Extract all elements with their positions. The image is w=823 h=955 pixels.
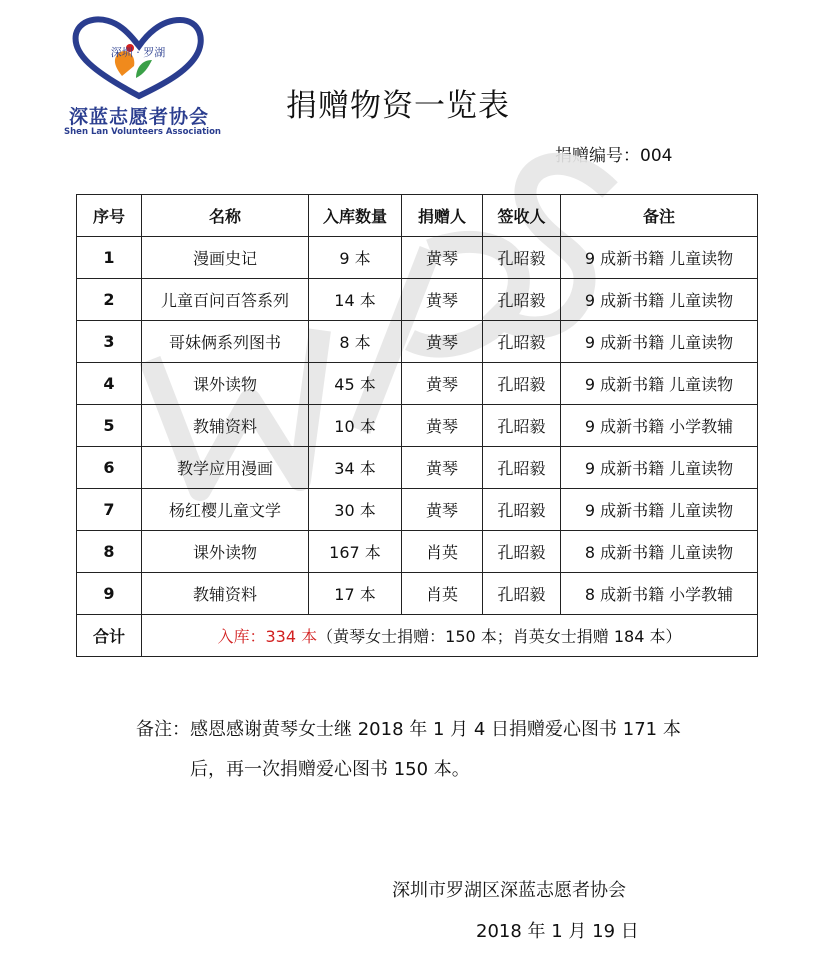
cell-index: 3: [77, 321, 142, 363]
signature-date: 2018 年 1 月 19 日: [476, 921, 639, 942]
association-logo: [64, 14, 221, 137]
table-row: [77, 531, 758, 573]
remark-paragraph: [136, 710, 681, 790]
header-index: 序号: [77, 195, 142, 237]
table-row: [77, 279, 758, 321]
cell-receiver: 孔昭毅: [483, 279, 561, 321]
header-note: 备注: [561, 195, 758, 237]
cell-index: 5: [77, 405, 142, 447]
cell-note: 9 成新书籍 儿童读物: [561, 489, 758, 531]
cell-donor: 黄琴: [402, 447, 483, 489]
remark-line-1: 备注：感恩感谢黄琴女士继 2018 年 1 月 4 日捐赠爱心图书 171 本: [136, 719, 681, 740]
cell-donor: 黄琴: [402, 237, 483, 279]
cell-name: 课外读物: [142, 531, 309, 573]
total-row: [77, 615, 758, 657]
cell-name: 儿童百问百答系列: [142, 279, 309, 321]
cell-name: 教学应用漫画: [142, 447, 309, 489]
total-summary: [142, 615, 758, 657]
table-row: [77, 447, 758, 489]
table-row: [77, 363, 758, 405]
table-row: [77, 237, 758, 279]
cell-donor: 肖英: [402, 573, 483, 615]
cell-receiver: 孔昭毅: [483, 531, 561, 573]
cell-note: 9 成新书籍 儿童读物: [561, 447, 758, 489]
cell-index: 1: [77, 237, 142, 279]
cell-receiver: 孔昭毅: [483, 321, 561, 363]
cell-donor: 黄琴: [402, 321, 483, 363]
cell-receiver: 孔昭毅: [483, 573, 561, 615]
total-detail: （黄琴女士捐赠：150 本；肖英女士捐赠 184 本）: [317, 627, 682, 646]
table-row: [77, 321, 758, 363]
document-title: 捐赠物资一览表: [286, 88, 510, 124]
cell-quantity: 30 本: [309, 489, 402, 531]
cell-quantity: 34 本: [309, 447, 402, 489]
cell-donor: 黄琴: [402, 405, 483, 447]
cell-index: 4: [77, 363, 142, 405]
cell-receiver: 孔昭毅: [483, 363, 561, 405]
header-donor: 捐赠人: [402, 195, 483, 237]
cell-name: 课外读物: [142, 363, 309, 405]
cell-note: 9 成新书籍 小学教辅: [561, 405, 758, 447]
cell-name: 杨红樱儿童文学: [142, 489, 309, 531]
cell-quantity: 9 本: [309, 237, 402, 279]
logo-name-en: Shen Lan Volunteers Association: [64, 127, 221, 137]
cell-receiver: 孔昭毅: [483, 237, 561, 279]
cell-receiver: 孔昭毅: [483, 447, 561, 489]
total-quantity: 入库：334 本: [217, 627, 318, 646]
cell-note: 9 成新书籍 儿童读物: [561, 363, 758, 405]
header-name: 名称: [142, 195, 309, 237]
logo-city: 深圳 · 罗湖: [110, 46, 166, 59]
cell-index: 8: [77, 531, 142, 573]
cell-note: 9 成新书籍 儿童读物: [561, 279, 758, 321]
organization-signature: 深圳市罗湖区深蓝志愿者协会: [392, 880, 626, 901]
cell-donor: 黄琴: [402, 363, 483, 405]
cell-index: 9: [77, 573, 142, 615]
cell-quantity: 17 本: [309, 573, 402, 615]
cell-note: 8 成新书籍 小学教辅: [561, 573, 758, 615]
table-row: [77, 573, 758, 615]
cell-quantity: 167 本: [309, 531, 402, 573]
table-header-row: [77, 195, 758, 237]
cell-quantity: 8 本: [309, 321, 402, 363]
cell-note: 9 成新书籍 儿童读物: [561, 321, 758, 363]
cell-quantity: 10 本: [309, 405, 402, 447]
cell-name: 漫画史记: [142, 237, 309, 279]
cell-note: 8 成新书籍 儿童读物: [561, 531, 758, 573]
table-row: [77, 405, 758, 447]
cell-receiver: 孔昭毅: [483, 405, 561, 447]
header-receiver: 签收人: [483, 195, 561, 237]
cell-index: 7: [77, 489, 142, 531]
donation-table: [76, 194, 758, 657]
cell-receiver: 孔昭毅: [483, 489, 561, 531]
cell-name: 教辅资料: [142, 573, 309, 615]
cell-donor: 黄琴: [402, 279, 483, 321]
cell-donor: 黄琴: [402, 489, 483, 531]
cell-name: 哥妹俩系列图书: [142, 321, 309, 363]
cell-quantity: 14 本: [309, 279, 402, 321]
cell-index: 2: [77, 279, 142, 321]
cell-quantity: 45 本: [309, 363, 402, 405]
logo-name-cn: 深蓝志愿者协会: [68, 106, 209, 128]
donation-number: 捐赠编号：004: [555, 146, 673, 166]
table-row: [77, 489, 758, 531]
cell-index: 6: [77, 447, 142, 489]
remark-line-2: 后，再一次捐赠爱心图书 150 本。: [190, 759, 470, 780]
cell-donor: 肖英: [402, 531, 483, 573]
total-label: 合计: [77, 615, 142, 657]
cell-name: 教辅资料: [142, 405, 309, 447]
header-quantity: 入库数量: [309, 195, 402, 237]
cell-note: 9 成新书籍 儿童读物: [561, 237, 758, 279]
